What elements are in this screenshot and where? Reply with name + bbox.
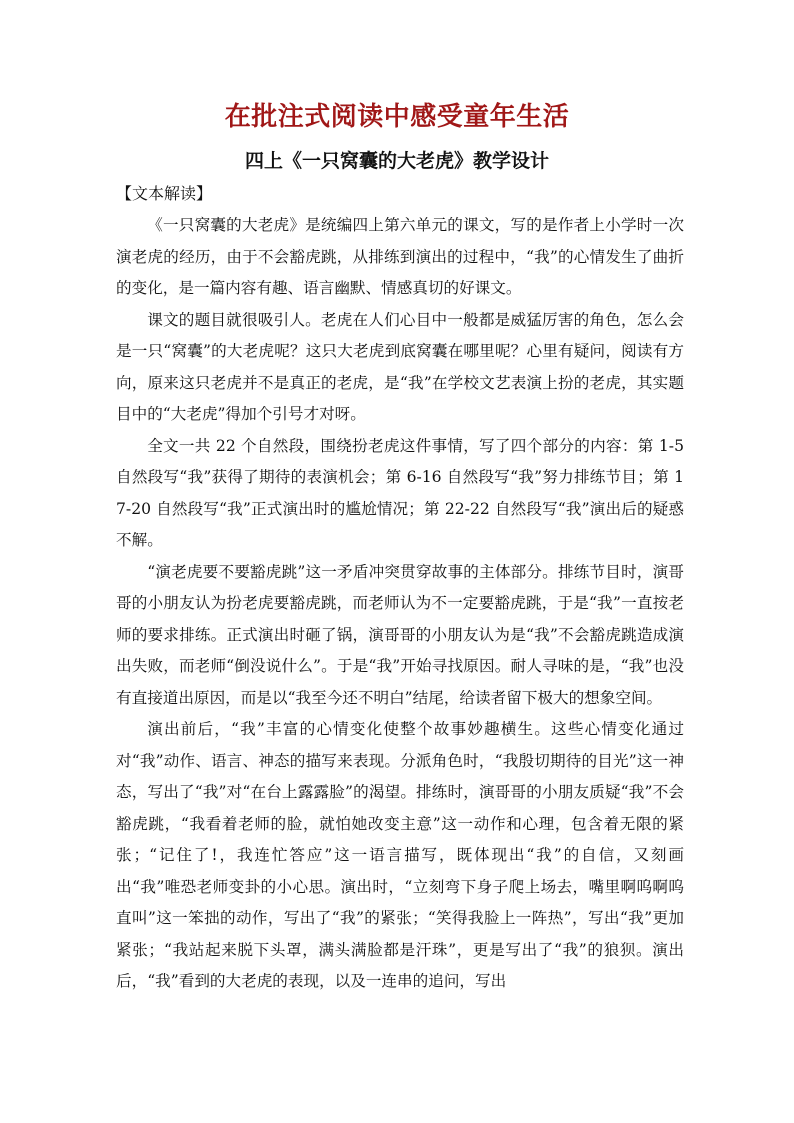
document-title: 在批注式阅读中感受童年生活	[224, 102, 570, 132]
paragraph: 《一只窝囊的大老虎》是统编四上第六单元的课文，写的是作者上小学时一次演老虎的经历，由于不会豁虎跳，从排练到演出的过程中，“我”的心情发生了曲折的变化，是一篇内容有趣、语言幽默、情感真切的好课文。	[116, 216, 684, 297]
paragraph: 演出前后，“我”丰富的心情变化使整个故事妙趣横生。这些心情变化通过对“我”动作、语言、神态的描写来表现。分派角色时，“我殷切期待的目光”这一神态，写出了“我”对“在台上露露脸”的渴望。排练时，演哥哥的小朋友质疑“我”不会豁虎跳，“我看着老师的脸，就怕她改变主意”这一动作和心理，包含着无限的紧张；“记住了!，我连忙答应”这一语言描写，既体现出“我”的自信，又刻画出“我”唯恐老师变卦的小心思。演出时，“立刻弯下身子爬上场去，嘴里啊呜啊呜直叫”这一笨拙的动作，写出了“我”的紧张；“笑得我脸上一阵热”，写出“我”更加紧张；“我站起来脱下头罩，满头满脸都是汗珠”，更是写出了“我”的狼狈。演出后，“我”看到的大老虎的表现，以及一连串的追问，写出	[116, 720, 684, 990]
section-heading: 【文本解读】	[116, 184, 213, 203]
paragraph: 课文的题目就很吸引人。老虎在人们心目中一般都是威猛厉害的角色，怎么会是一只“窝囊”的大老虎呢？这只大老虎到底窝囊在哪里呢？心里有疑问，阅读有方向，原来这只老虎并不是真正的老虎，是“我”在学校文艺表演上扮的老虎，其实题目中的“大老虎”得加个引号才对呀。	[116, 310, 684, 423]
paragraph: 全文一共 22 个自然段，围绕扮老虎这件事情，写了四个部分的内容：第 1-5 自然段写“我”获得了期待的表演机会；第 6-16 自然段写“我”努力排练节目；第 17-20 自然段写“我”正式演出时的尴尬情况；第 22-22 自然段写“我”演出后的疑惑不解。	[116, 436, 684, 549]
document-subtitle: 四上《一只窝囊的大老虎》教学设计	[244, 150, 549, 172]
paragraph: “演老虎要不要豁虎跳”这一矛盾冲突贯穿故事的主体部分。排练节目时，演哥哥的小朋友认为扮老虎要豁虎跳，而老师认为不一定要豁虎跳，于是“我”一直按老师的要求排练。正式演出时砸了锅，演哥哥的小朋友认为是“我”不会豁虎跳造成演出失败，而老师“倒没说什么”。于是“我”开始寻找原因。耐人寻味的是，“我”也没有直接道出原因，而是以“我至今还不明白”结尾，给读者留下极大的想象空间。	[116, 562, 684, 707]
document-body	[116, 210, 684, 998]
